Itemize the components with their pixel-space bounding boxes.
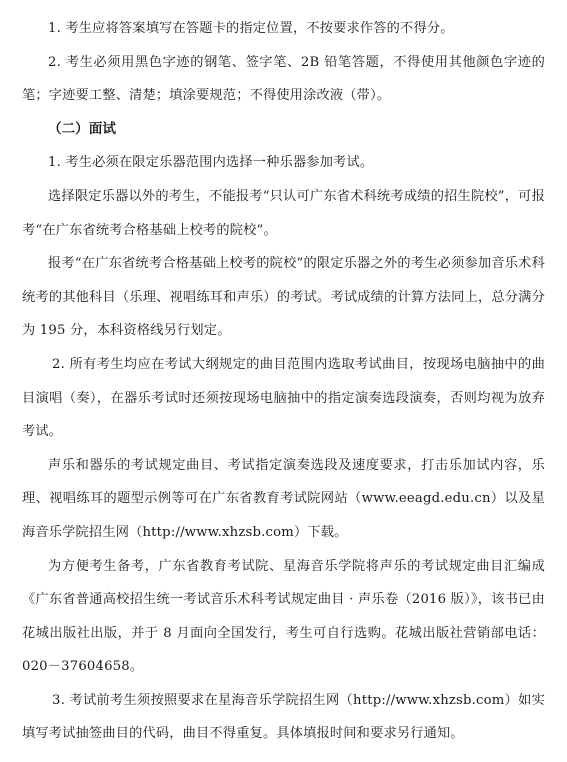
download-info-paragraph: 声乐和器乐的考试规定曲目、考试指定演奏选段及速度要求，打击乐加试内容，乐理、视唱练耳的题型示例等可在广东省教育考试院网站（www.eeagd.edu.cn）以及星海音乐学院招生网（http://www.xhzsb.com）下载。 [22, 457, 545, 540]
rule-pen-paragraph: 2. 考生必须用黑色字迹的钢笔、签字笔、2B 铅笔答题，不得使用其他颜色字迹的笔；字迹要工整、清楚；填涂要规范；不得使用涂改液（带）。 [22, 54, 545, 104]
songbook-info-paragraph: 为方便考生备考，广东省教育考试院、星海音乐学院将声乐的考试规定曲目汇编成《广东省普通高校招生统一考试音乐术科考试规定曲目 · 声乐卷（2016 版）》，该书已由花城出版社出版，并于 8 月面向全国发行，考生可自行选购。花城出版社营销部电话：020－37604658。 [22, 558, 545, 675]
other-subjects-paragraph: 报考“在广东省统考合格基础上校考的院校”的限定乐器之外的考生必须参加音乐术科统考的其他科目（乐理、视唱练耳和声乐）的考试。考试成绩的计算方法同上，总分满分为 195 分，本科资格线另行划定。 [22, 256, 545, 339]
interview-rule-1-paragraph: 1. 考生必须在限定乐器范围内选择一种乐器参加考试。 [48, 155, 374, 171]
rule-answer-sheet-paragraph: 1. 考生应将答案填写在答题卡的指定位置，不按要求作答的不得分。 [48, 21, 454, 36]
instrument-restriction-paragraph: 选择限定乐器以外的考生，不能报考“只认可广东省术科统考成绩的招生院校”，可报考“在广东省统考合格基础上校考的院校”。 [22, 188, 545, 238]
section-heading-interview: （二）面试 [48, 120, 116, 137]
interview-rule-3-paragraph: 3. 考试前考生须按照要求在星海音乐学院招生网（http://www.xhzsb.com）如实填写考试抽签曲目的代码，曲目不得重复。具体填报时间和要求另行通知。 [22, 692, 545, 742]
interview-rule-2-paragraph: 2. 所有考生均应在考试大纲规定的曲目范围内选取考试曲目，按现场电脑抽中的曲目演唱（奏），在器乐考试时还须按现场电脑抽中的指定演奏选段演奏，否则均视为放弃考试。 [22, 356, 545, 440]
